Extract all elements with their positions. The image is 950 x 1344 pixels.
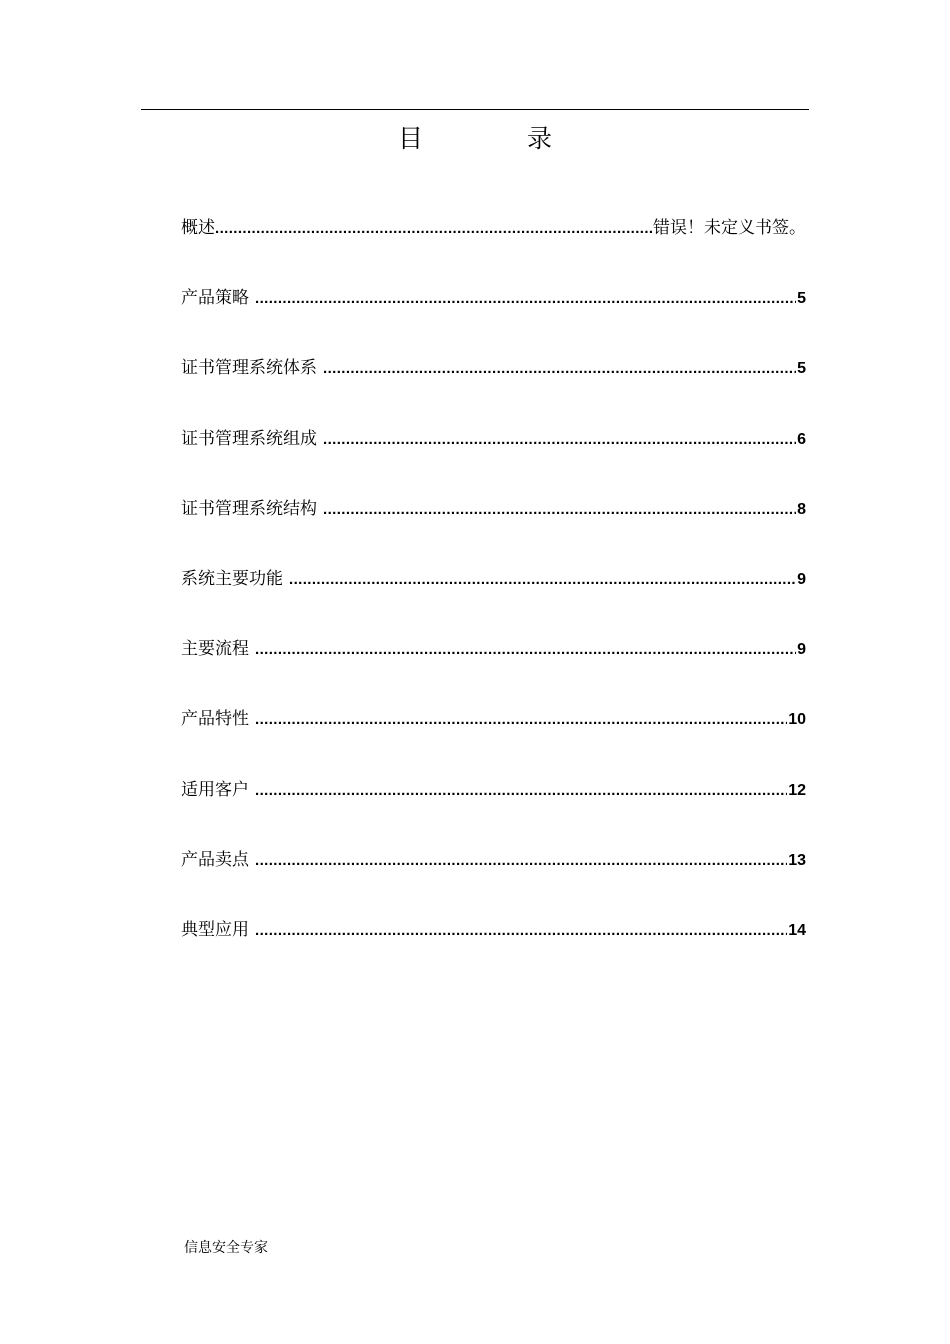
- toc-entry-label: 主要流程: [181, 639, 249, 660]
- toc-leader-dots: [323, 499, 796, 521]
- toc-entry-overview[interactable]: [181, 213, 806, 283]
- toc-entry-cert-system-composition[interactable]: [181, 424, 806, 494]
- toc-entry-label: 证书管理系统结构: [181, 498, 317, 519]
- toc-leader-dots: [255, 920, 787, 942]
- footer-text: 信息安全专家: [184, 1240, 268, 1256]
- toc-entry-typical-applications[interactable]: [181, 915, 806, 985]
- toc-entry-page: 10: [788, 711, 806, 729]
- toc-entry-cert-system-architecture[interactable]: [181, 353, 806, 423]
- toc-entry-page: 9: [797, 570, 806, 588]
- toc-leader-dots: [215, 218, 653, 240]
- toc-entry-selling-points[interactable]: [181, 845, 806, 915]
- toc-entry-label: 系统主要功能: [181, 568, 283, 589]
- toc-entry-cert-system-structure[interactable]: [181, 494, 806, 564]
- toc-entry-product-strategy[interactable]: [181, 283, 806, 353]
- toc-entry-label: 产品卖点: [181, 849, 249, 870]
- toc-leader-dots: [255, 288, 796, 310]
- toc-leader-dots: [255, 850, 787, 872]
- toc-entry-page: 9: [797, 641, 806, 659]
- header-rule: [141, 109, 809, 110]
- toc-entry-label: 产品特性: [181, 709, 249, 730]
- toc-entry-page: 14: [788, 921, 806, 939]
- toc-leader-dots: [255, 780, 787, 802]
- toc-leader-dots: [255, 709, 787, 731]
- toc-list: [181, 213, 806, 985]
- toc-entry-page: 12: [788, 781, 806, 799]
- toc-leader-dots: [255, 639, 796, 661]
- toc-entry-page: 8: [797, 500, 806, 518]
- toc-entry-label: 概述: [181, 218, 215, 238]
- toc-leader-dots: [323, 358, 796, 380]
- toc-entry-page: 5: [797, 360, 806, 378]
- toc-entry-page: 5: [797, 290, 806, 308]
- toc-entry-label: 典型应用: [181, 919, 249, 940]
- toc-entry-main-functions[interactable]: [181, 564, 806, 634]
- toc-leader-dots: [323, 429, 796, 451]
- toc-entry-page: 13: [788, 851, 806, 869]
- toc-entry-label: 证书管理系统组成: [181, 428, 317, 449]
- toc-title: 目 录: [398, 124, 600, 153]
- toc-entry-page: 错误！未定义书签。: [653, 218, 806, 238]
- toc-entry-target-customers[interactable]: [181, 775, 806, 845]
- toc-leader-dots: [289, 569, 796, 591]
- toc-entry-main-processes[interactable]: [181, 634, 806, 704]
- toc-entry-label: 适用客户: [181, 779, 249, 800]
- toc-entry-page: 6: [797, 430, 806, 448]
- toc-entry-label: 产品策略: [181, 288, 249, 309]
- toc-entry-label: 证书管理系统体系: [181, 358, 317, 379]
- toc-entry-product-features[interactable]: [181, 704, 806, 774]
